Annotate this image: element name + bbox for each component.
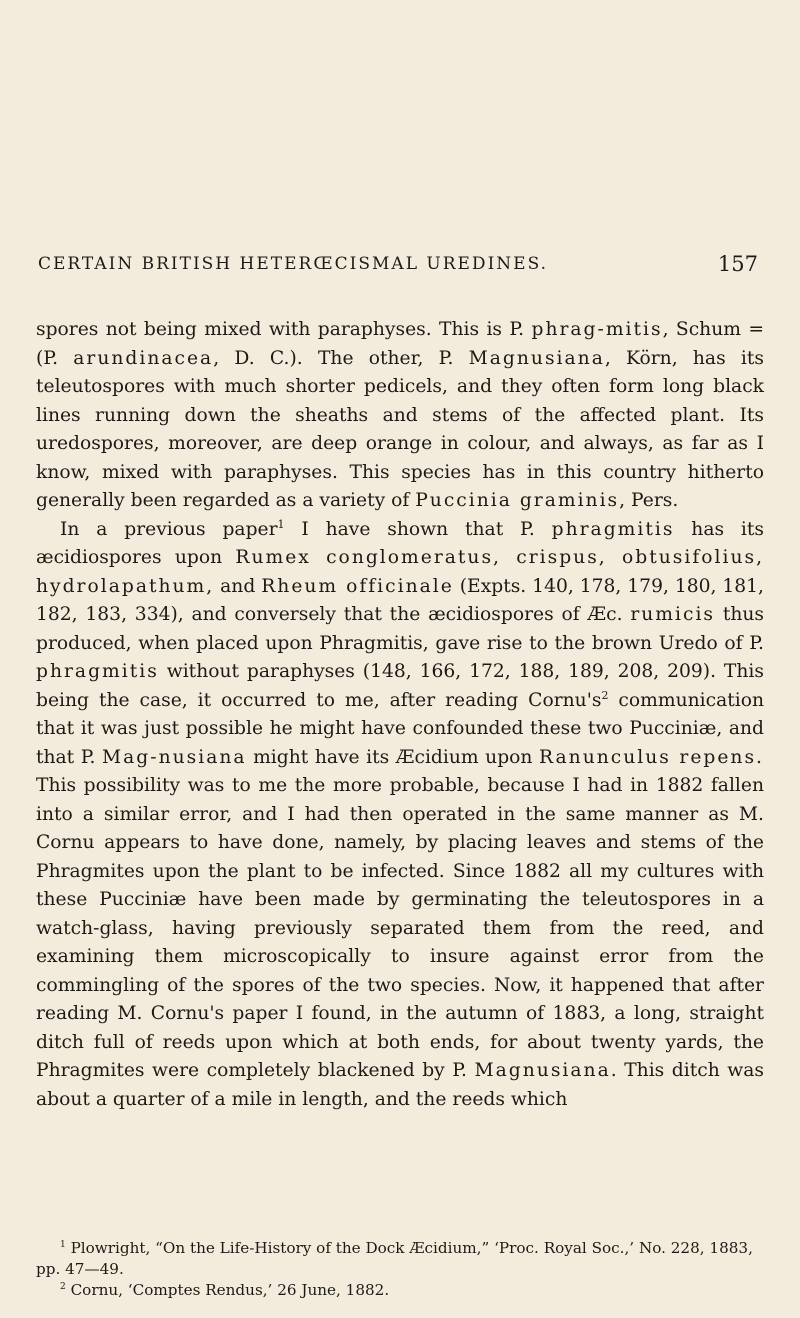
footnote-ref: 1: [277, 517, 285, 531]
footnote-text: Cornu, ‘Comptes Rendus,’ 26 June, 1882.: [70, 1281, 390, 1299]
text-run: , Körn, has its teleutospores with much shorter pedicels, and they often form long black lines running down the sheaths and stems of the affected plant. Its uredospores, moreover, are deep orange in colour, and always, as far as I know, mixed with paraphyses. This species has in this country hitherto generally been regarded as a variety of: [36, 347, 764, 511]
text-run: , Schum = (P.: [36, 319, 764, 369]
text-run: thus produced, when placed upon Phragmitis, gave rise to the brown Uredo of P.: [36, 604, 764, 654]
text-run: communication that it was just possible he might have confounded these two Pucciniæ, and that P.: [36, 689, 765, 768]
running-header: [38, 246, 760, 282]
text-run: , Pers.: [619, 490, 679, 511]
footnote-2: [36, 1280, 764, 1301]
species-name: phrag-mitis: [531, 319, 663, 340]
text-run: without paraphyses (148, 166, 172, 188, 189, 208, 209). This being the case, it occurred to me, after reading Cornu's: [36, 661, 764, 711]
page-number: 157: [717, 252, 758, 276]
species-name: rumicis: [630, 604, 716, 625]
text-run: might have its Æcidium upon: [246, 746, 540, 768]
species-name: Rumex conglomeratus, crispus, obtusifolius, hydrolapathum,: [36, 547, 765, 597]
body-text: [36, 316, 764, 1114]
text-run: . This ditch was about a quarter of a mile in length, and the reeds which: [36, 1060, 764, 1110]
footnote-mark: 2: [60, 1281, 66, 1292]
text-run: In a previous paper: [60, 518, 278, 540]
text-run: I have shown that P.: [284, 518, 552, 540]
text-run: , D. C.). The other, P.: [213, 347, 469, 369]
text-run: (Expts. 140, 178, 179, 180, 181, 182, 183, 334), and conversely that the æcidiospores of Æc.: [36, 575, 764, 625]
text-run: spores not being mixed with paraphyses. This is P.: [36, 319, 532, 340]
species-name: Magnusiana: [468, 347, 605, 369]
species-name: phragmitis: [551, 518, 675, 540]
text-run: This possibility was to me the more probable, because I had in 1882 fallen into a similar error, and I had then operated in the same manner as M. Cornu appears to have done, namely, by placing leaves and stems of the Phragmites upon the plant to be infected. Since 1882 all my cultures with these Pucciniæ have been made by germinating the teleutospores in a watch-glass, having previously separated them from the reed, and examining them microscopically to insure against error from the commingling of the spores of the two species. Now, it happened that after reading M. Cornu's paper I found, in the autumn of 1883, a long, straight ditch full of reeds upon which at both ends, for about twenty yards, the Phragmites were completely blackened by P.: [36, 775, 764, 1081]
paragraph-2: [36, 516, 764, 1115]
species-name: Ranunculus repens.: [539, 746, 764, 768]
species-name: Magnusiana: [474, 1060, 611, 1081]
footnote-1: [36, 1238, 764, 1280]
footnote-ref: 2: [601, 688, 609, 702]
paragraph-1: [36, 316, 764, 516]
text-run: has its æcidiospores upon: [36, 518, 764, 568]
species-name: phragmitis: [36, 661, 159, 682]
species-name: arundinacea: [73, 347, 214, 369]
footnote-text: Plowright, “On the Life-History of the Dock Æcidium,” ‘Proc. Royal Soc.,’ No. 228, 1883, pp. 47—49.: [36, 1239, 753, 1278]
footnotes: [36, 1238, 764, 1301]
running-title: CERTAIN BRITISH HETERŒCISMAL UREDINES.: [38, 254, 549, 274]
text-run: and: [214, 575, 262, 597]
footnote-mark: 1: [60, 1239, 66, 1250]
species-name: Mag-nusiana: [102, 746, 247, 768]
species-name: Puccinia graminis: [415, 490, 620, 511]
species-name: Rheum officinale: [261, 575, 454, 597]
